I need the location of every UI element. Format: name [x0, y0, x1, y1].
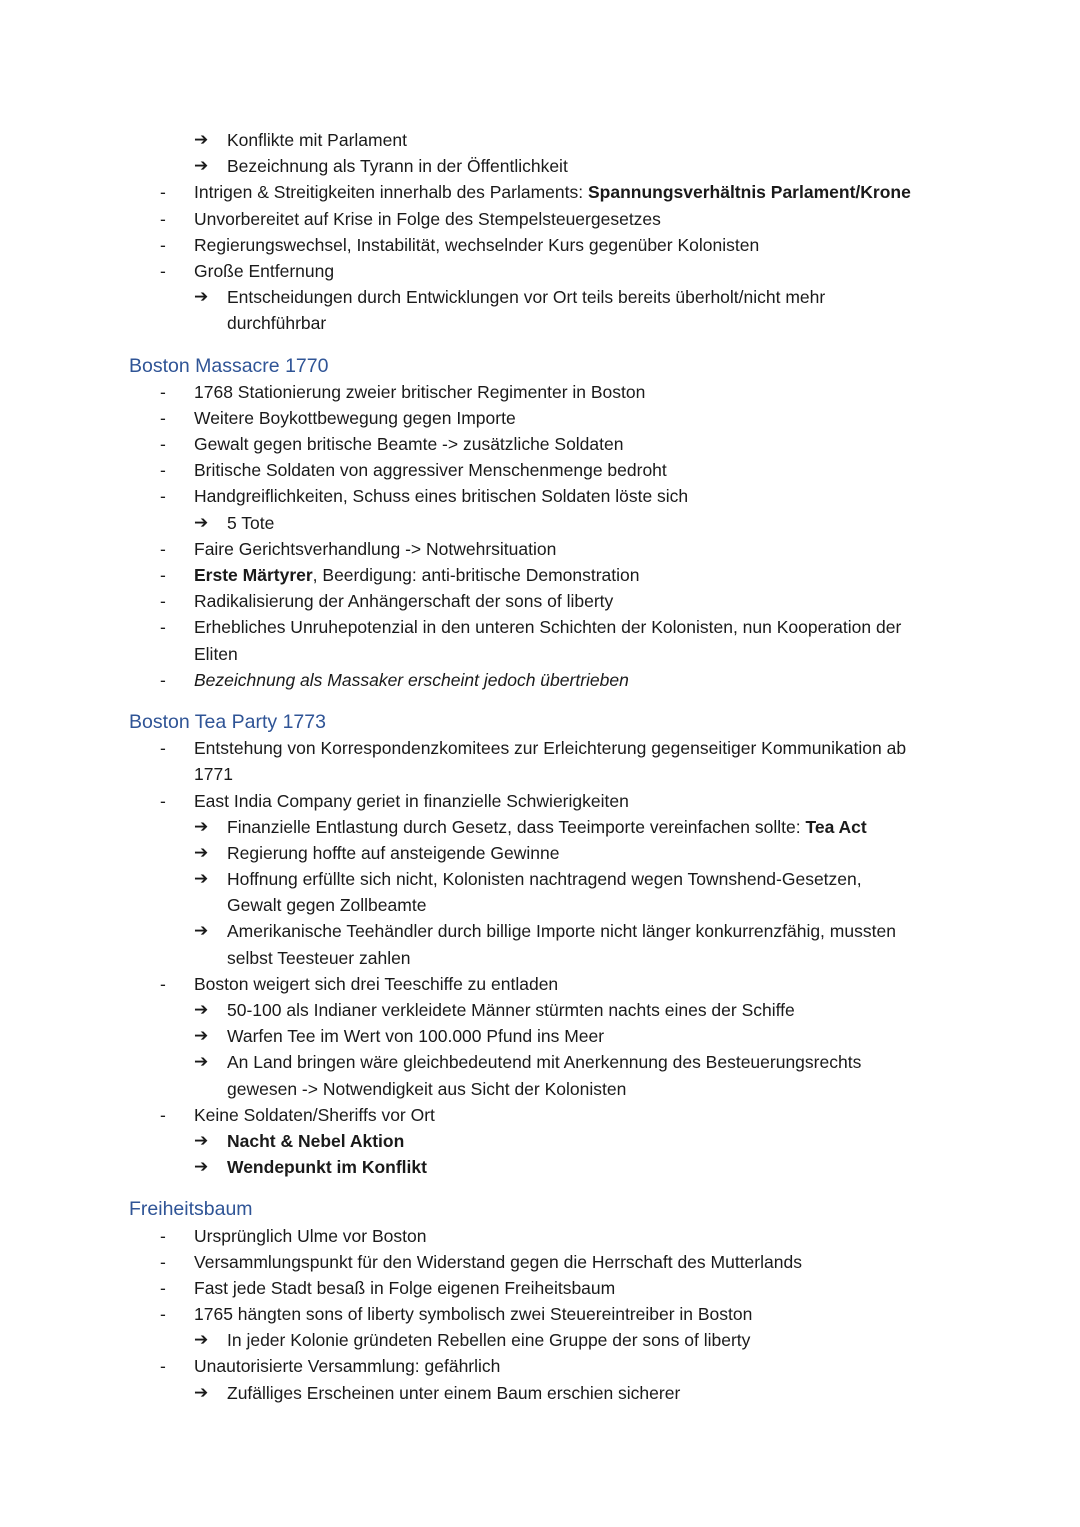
item-text: [194, 1353, 500, 1379]
item-text: [227, 892, 426, 918]
list-item: [0, 971, 1080, 997]
dash-bullet: -: [160, 669, 166, 690]
item-text: [194, 735, 906, 761]
item-main-text: Keine Soldaten/Sheriffs vor Ort: [194, 1104, 435, 1125]
list-item: [0, 379, 1080, 405]
item-bold-text: Wendepunkt im Konflikt: [227, 1157, 427, 1178]
item-main-text: 50-100 als Indianer verkleidete Männer stürmten nachts eines der Schiffe: [227, 1000, 795, 1020]
dash-bullet: -: [160, 260, 166, 281]
dash-bullet: -: [160, 738, 166, 759]
item-text: [227, 284, 825, 310]
list-item: [0, 431, 1080, 457]
arrow-right-icon: ➔: [194, 156, 209, 176]
list-item: [0, 1275, 1080, 1301]
item-text: [194, 667, 629, 693]
dash-bullet: -: [160, 617, 166, 638]
item-italic-text: Bezeichnung als Massaker erscheint jedoch übertrieben: [194, 669, 629, 690]
list-item: [0, 310, 1080, 336]
dash-bullet: -: [160, 973, 166, 994]
list-item: [0, 1301, 1080, 1327]
section-heading: Boston Massacre 1770: [129, 354, 329, 377]
item-main-text: 1771: [194, 764, 233, 785]
dash-bullet: -: [160, 460, 166, 481]
arrow-right-icon: ➔: [194, 816, 209, 836]
list-item: [0, 614, 1080, 640]
list-item: [0, 457, 1080, 483]
list-item: [0, 1128, 1080, 1154]
item-main-text: Radikalisierung der Anhängerschaft der sons of liberty: [194, 591, 614, 612]
list-item: [0, 258, 1080, 284]
arrow-right-icon: ➔: [194, 1130, 209, 1150]
item-main-text: Eliten: [194, 643, 238, 664]
item-text: [194, 614, 901, 640]
arrow-right-icon: ➔: [194, 1052, 209, 1072]
document-page: [0, 127, 1080, 1406]
item-bold-text: Spannungsverhältnis Parlament/Krone: [587, 182, 911, 203]
dash-bullet: -: [160, 182, 166, 203]
arrow-right-icon: ➔: [194, 921, 209, 941]
arrow-right-icon: ➔: [194, 869, 209, 889]
item-text: [227, 997, 795, 1023]
dash-bullet: -: [160, 486, 166, 507]
item-main-text: Regierung hoffte auf ansteigende Gewinne: [227, 842, 560, 863]
item-bold-text: Tea Act: [805, 816, 867, 837]
item-text: [227, 1380, 680, 1406]
item-main-text: Große Entfernung: [194, 260, 335, 281]
list-item: [0, 510, 1080, 536]
dash-bullet: -: [160, 234, 166, 255]
item-text: [227, 310, 326, 336]
list-item: [0, 1353, 1080, 1379]
item-main-text: In jeder Kolonie gründeten Rebellen eine Gruppe der sons of liberty: [227, 1330, 751, 1351]
item-text: [194, 431, 623, 457]
list-item: [0, 1049, 1080, 1075]
item-main-text: Zufälliges Erscheinen unter einem Baum erschien sicherer: [227, 1382, 681, 1403]
item-text: [194, 562, 640, 588]
item-text: [194, 206, 661, 232]
list-item: [0, 788, 1080, 814]
arrow-right-icon: ➔: [194, 1026, 209, 1046]
list-item: [0, 1023, 1080, 1049]
dash-bullet: -: [160, 1277, 166, 1298]
item-text: [194, 1102, 435, 1128]
item-main-text: Unvorbereitet auf Krise in Folge des Stempelsteuergesetzes: [194, 208, 661, 229]
list-item: [0, 153, 1080, 179]
item-text: [194, 1249, 802, 1275]
item-text: [194, 788, 629, 814]
list-item: [0, 945, 1080, 971]
item-main-text: Entscheidungen durch Entwicklungen vor Ort teils bereits überholt/nicht mehr: [227, 287, 826, 308]
item-text: [227, 1128, 404, 1154]
list-item: [0, 179, 1080, 205]
item-text: [194, 405, 516, 431]
item-text: [227, 840, 559, 866]
list-item: [0, 1223, 1080, 1249]
item-main-text: Unautorisierte Versammlung: gefährlich: [194, 1356, 501, 1377]
dash-bullet: -: [160, 1251, 166, 1272]
item-text: [194, 1301, 752, 1327]
item-text: [227, 1049, 861, 1075]
item-main-text: Gewalt gegen Zollbeamte: [227, 895, 427, 916]
dash-bullet: -: [160, 591, 166, 612]
item-main-text: Finanzielle Entlastung durch Gesetz, dass Teeimporte vereinfachen sollte:: [227, 816, 806, 837]
item-main-text: Intrigen & Streitigkeiten innerhalb des Parlaments:: [194, 182, 588, 203]
list-item: [0, 997, 1080, 1023]
item-text: [227, 127, 407, 153]
item-text: [194, 588, 613, 614]
item-text: [194, 761, 233, 787]
section-heading: Freiheitsbaum: [129, 1198, 253, 1221]
item-main-text: Regierungswechsel, Instabilität, wechselnder Kurs gegenüber Kolonisten: [194, 234, 760, 255]
dash-bullet: -: [160, 407, 166, 428]
list-item: [0, 1327, 1080, 1353]
item-main-text: 5 Tote: [227, 512, 275, 533]
item-main-text: Weitere Boykottbewegung gegen Importe: [194, 407, 516, 428]
dash-bullet: -: [160, 790, 166, 811]
list-item: [0, 536, 1080, 562]
list-item: [0, 840, 1080, 866]
item-main-text: gewesen -> Notwendigkeit aus Sicht der Kolonisten: [227, 1078, 627, 1099]
item-main-text: Boston weigert sich drei Teeschiffe zu entladen: [194, 973, 559, 994]
dash-bullet: -: [160, 1104, 166, 1125]
item-text: [194, 971, 558, 997]
item-bold-text: Nacht & Nebel Aktion: [227, 1130, 405, 1151]
section-heading: Boston Tea Party 1773: [129, 710, 326, 733]
item-text: [194, 457, 667, 483]
item-text: [194, 1223, 426, 1249]
dash-bullet: -: [160, 538, 166, 559]
item-main-text: Ursprünglich Ulme vor Boston: [194, 1225, 427, 1246]
dash-bullet: -: [160, 208, 166, 229]
list-item: [0, 232, 1080, 258]
item-text: [227, 510, 274, 536]
item-main-text: Entstehung von Korrespondenzkomitees zur Erleichterung gegenseitiger Kommunikation ab: [194, 738, 907, 759]
dash-bullet: -: [160, 1304, 166, 1325]
list-item: [0, 761, 1080, 787]
item-main-text: Handgreiflichkeiten, Schuss eines britischen Soldaten löste sich: [194, 486, 689, 507]
item-text: [227, 1154, 427, 1180]
arrow-right-icon: ➔: [194, 287, 209, 307]
item-main-text: 1765 hängten sons of liberty symbolisch zwei Steuereintreiber in Boston: [194, 1304, 753, 1325]
item-text: [227, 1327, 750, 1353]
item-text: [194, 483, 688, 509]
item-main-text: Gewalt gegen britische Beamte -> zusätzliche Soldaten: [194, 434, 624, 455]
arrow-right-icon: ➔: [194, 1330, 209, 1350]
list-item: [0, 814, 1080, 840]
list-item: [0, 667, 1080, 693]
item-text: [194, 258, 334, 284]
item-main-text: East India Company geriet in finanzielle Schwierigkeiten: [194, 790, 629, 811]
item-main-text: durchführbar: [227, 313, 327, 334]
item-main-text: selbst Teesteuer zahlen: [227, 947, 411, 968]
item-main-text: Versammlungspunkt für den Widerstand gegen die Herrschaft des Mutterlands: [194, 1251, 802, 1272]
item-main-text: Erhebliches Unruhepotenzial in den unteren Schichten der Kolonisten, nun Kooperation der: [194, 617, 902, 638]
item-text: [227, 945, 411, 971]
item-text: [194, 179, 911, 205]
list-item: [0, 1154, 1080, 1180]
list-item: [0, 206, 1080, 232]
arrow-right-icon: ➔: [194, 1157, 209, 1177]
item-text: [194, 379, 645, 405]
item-main-text: Fast jede Stadt besaß in Folge eigenen Freiheitsbaum: [194, 1277, 616, 1298]
item-text: [227, 918, 896, 944]
item-text: [227, 814, 867, 840]
item-text: [194, 232, 759, 258]
item-text: [227, 1023, 604, 1049]
list-item: [0, 284, 1080, 310]
list-item: [0, 127, 1080, 153]
list-item: [0, 405, 1080, 431]
item-main-text: Bezeichnung als Tyrann in der Öffentlichkeit: [227, 156, 568, 177]
list-item: [0, 588, 1080, 614]
list-item: [0, 483, 1080, 509]
item-text: [194, 641, 238, 667]
item-text: [227, 866, 862, 892]
item-rest-text: , Beerdigung: anti-britische Demonstration: [312, 565, 640, 585]
item-main-text: Warfen Tee im Wert von 100.000 Pfund ins Meer: [227, 1026, 605, 1047]
item-main-text: Faire Gerichtsverhandlung -> Notwehrsituation: [194, 538, 557, 559]
dash-bullet: -: [160, 1225, 166, 1246]
list-item: [0, 892, 1080, 918]
dash-bullet: -: [160, 565, 166, 585]
item-main-text: Konflikte mit Parlament: [227, 130, 407, 150]
item-main-text: Britische Soldaten von aggressiver Menschenmenge bedroht: [194, 460, 667, 481]
item-text: [227, 153, 568, 179]
arrow-right-icon: ➔: [194, 1000, 209, 1019]
arrow-right-icon: ➔: [194, 512, 209, 532]
item-main-text: Amerikanische Teehändler durch billige Importe nicht länger konkurrenzfähig, mussten: [227, 921, 896, 942]
list-item: [0, 1249, 1080, 1275]
list-item: [0, 1102, 1080, 1128]
item-main-text: An Land bringen wäre gleichbedeutend mit Anerkennung des Besteuerungsrechts: [227, 1052, 862, 1073]
list-item: [0, 641, 1080, 667]
item-main-text: Hoffnung erfüllte sich nicht, Kolonisten nachtragend wegen Townshend-Gesetzen,: [227, 869, 862, 890]
item-bold-text: Erste Märtyrer: [194, 565, 313, 585]
list-item: [0, 1380, 1080, 1406]
dash-bullet: -: [160, 381, 166, 402]
arrow-right-icon: ➔: [194, 842, 209, 862]
dash-bullet: -: [160, 1356, 166, 1377]
item-text: [227, 1076, 626, 1102]
arrow-right-icon: ➔: [194, 130, 209, 149]
item-text: [194, 1275, 615, 1301]
list-item: [0, 562, 1080, 588]
list-item: [0, 866, 1080, 892]
list-item: [0, 918, 1080, 944]
list-item: [0, 1076, 1080, 1102]
item-main-text: 1768 Stationierung zweier britischer Regimenter in Boston: [194, 381, 646, 402]
list-item: [0, 735, 1080, 761]
arrow-right-icon: ➔: [194, 1382, 209, 1402]
dash-bullet: -: [160, 434, 166, 455]
item-text: [194, 536, 556, 562]
